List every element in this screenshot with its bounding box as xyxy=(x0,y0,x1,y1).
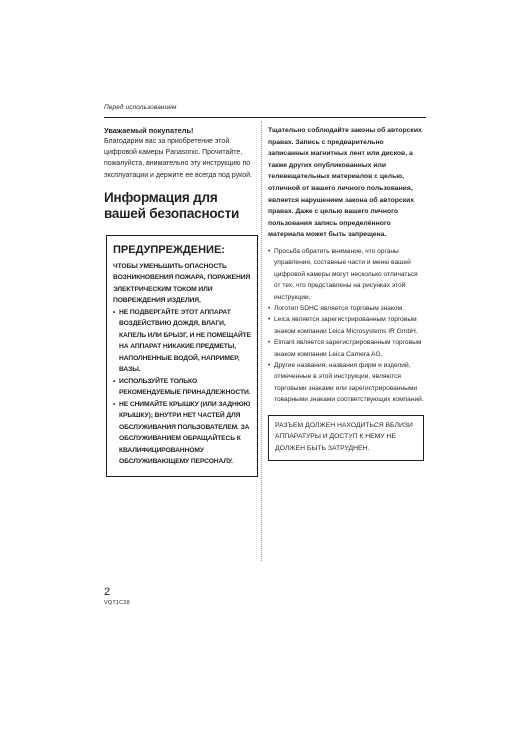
safety-heading: Информация для вашей безопасности xyxy=(104,189,240,222)
greeting-title: Уважаемый покупатель! xyxy=(104,126,194,135)
connector-notice-box: РАЗЪЕМ ДОЛЖЕН НАХОДИТЬСЯ ВБЛИЗИ АППАРАТУРЫ И ДОСТУП К НЕМУ НЕ ДОЛЖЕН БЫТЬ ЗАТРУДНЕН. xyxy=(268,415,424,462)
section-label: Перед использованием xyxy=(104,104,177,111)
left-column xyxy=(104,125,256,477)
bullet-icon: • xyxy=(268,339,271,347)
list-item xyxy=(268,337,426,360)
bullet-icon: • xyxy=(268,362,271,369)
right-column xyxy=(268,125,426,461)
page-code: VQT1C28 xyxy=(104,600,130,606)
list-item xyxy=(268,246,426,303)
bullet-icon: • xyxy=(268,247,271,255)
list-item-text: Elmarit является зарегистрированным торговым знаком компании Leica Camera AG. xyxy=(274,339,422,358)
list-item xyxy=(268,303,426,314)
list-item-text: Leica является зарегистрированным торговым знаком компании Leica Microsystems IR GmbH. xyxy=(274,316,418,335)
warning-intro: ЧТОБЫ УМЕНЬШИТЬ ОПАСНОСТЬ ВОЗНИКНОВЕНИЯ ПОЖАРА, ПОРАЖЕНИЯ ЭЛЕКТРИЧЕСКИМ ТОКОМ ИЛИ ПОВРЕЖДЕНИЯ ИЗДЕЛИЯ, xyxy=(113,262,251,305)
header-rule xyxy=(104,117,426,118)
warning-item: • ИСПОЛЬЗУЙТЕ ТОЛЬКО РЕКОМЕНДУЕМЫЕ ПРИНАДЛЕЖНОСТИ. xyxy=(113,376,251,399)
trademark-list xyxy=(268,246,426,406)
column-divider xyxy=(261,121,262,561)
list-item xyxy=(268,360,426,406)
bullet-icon: • xyxy=(268,304,271,312)
bullet-icon: • xyxy=(268,316,271,324)
list-item-text: Просьба обратить внимание, что органы управления, составные части и меню вашей цифровой камеры могут несколько отличаться от тех, что представлены на рисунках этой инструкции. xyxy=(274,247,418,301)
warning-title: ПРЕДУПРЕЖДЕНИЕ: xyxy=(113,243,225,256)
warning-item: • НЕ ПОДВЕРГАЙТЕ ЭТОТ АППАРАТ ВОЗДЕЙСТВИЮ ДОЖДЯ, ВЛАГИ, КАПЕЛЬ ИЛИ БРЫЗГ, И НЕ ПОМЕЩАЙТЕ НА АППАРАТ НИКАКИЕ ПРЕДМЕТЫ, НАПОЛНЕННЫЕ ВОДОЙ, НАПРИМЕР, ВАЗЫ. xyxy=(113,307,251,376)
page-number: 2 xyxy=(104,586,111,598)
greeting-body: Благодарим вас за приобретение этой цифровой камеры Panasonic. Прочитайте, пожалуйста, внимательно эту инструкцию по эксплуатации и держите ее всегда под рукой. xyxy=(104,138,253,179)
warning-box xyxy=(106,235,258,477)
list-item-text: Другие названия, названия фирм и изделий, отмеченные в этой инструкции, являются торговыми знаками или зарегистрированными товарными знаками соответствующих компаний. xyxy=(274,362,424,404)
list-item-text: Логотип SDHC является торговым знаком. xyxy=(274,304,404,312)
warning-body xyxy=(113,261,251,468)
list-item xyxy=(268,314,426,337)
warning-item: • НЕ СНИМАЙТЕ КРЫШКУ (ИЛИ ЗАДНЮЮ КРЫШКУ); ВНУТРИ НЕТ ЧАСТЕЙ ДЛЯ ОБСЛУЖИВАНИЯ ПОЛЬЗОВАТЕЛЕМ. ЗА ОБСЛУЖИВАНИЕМ ОБРАЩАЙТЕСЬ К КВАЛИФИЦИРОВАННОМУ ОБСЛУЖИВАЮЩЕМУ ПЕРСОНАЛУ. xyxy=(113,399,251,468)
copyright-notice: Тщательно соблюдайте законы об авторских правах. Запись с предварительно записанных магнитных лент или дисков, а также других опубликованных или телевещательных материалов с целью, отличной от вашего личного пользования, является нарушением закона об авторских правах. Даже с целью вашего личного пользования запись определённого материала может быть запрещена. xyxy=(268,127,422,239)
